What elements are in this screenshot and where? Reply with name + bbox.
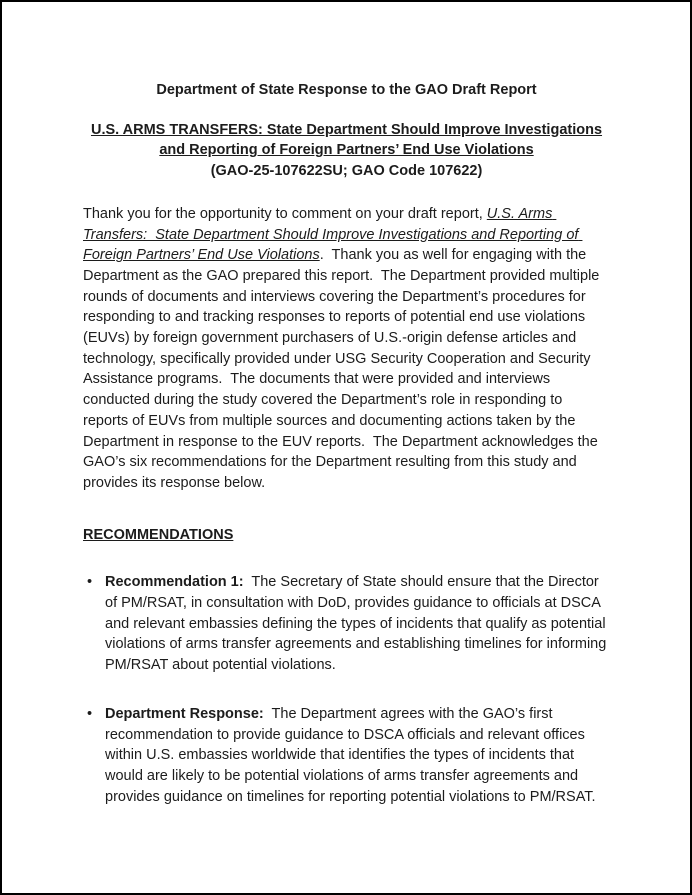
department-response-body xyxy=(105,704,610,808)
report-title-line-1: U.S. ARMS TRANSFERS: State Department Should Improve Investigations xyxy=(90,121,603,138)
department-response-text: The Department agrees with the GAO’s first recommendation to provide guidance to DSCA officials and relevant offices within U.S. embassies worldwide that identifies the types of incidents that would are likely to be potential violations of arms transfer agreements and provides guidance on timelines for reporting potential violations to PM/RSAT. xyxy=(105,705,596,805)
report-title-line xyxy=(83,140,610,161)
report-code: (GAO-25-107622SU; GAO Code 107622) xyxy=(210,163,483,180)
recommendations-list xyxy=(83,572,610,807)
recommendations-heading-text: RECOMMENDATIONS xyxy=(83,526,234,543)
intro-text-before: Thank you for the opportunity to comment on your draft report, xyxy=(83,205,487,222)
department-response-label: Department Response: xyxy=(105,705,264,722)
recommendation-1-text: The Secretary of State should ensure that the Director of PM/RSAT, in consultation with DoD, provides guidance to officials at DSCA and relevant embassies defining the types of incidents that qualify as potential violations of arms transfer agreements and establishing timelines for informing PM/RSAT about potential violations. xyxy=(105,574,611,674)
document-title: Department of State Response to the GAO Draft Report xyxy=(156,82,537,98)
recommendations-heading xyxy=(83,525,610,546)
bullet-icon: • xyxy=(87,574,93,591)
report-title-heading xyxy=(83,120,610,182)
report-title-line-2: and Reporting of Foreign Partners’ End Use Violations xyxy=(159,142,534,159)
list-item-recommendation-1 xyxy=(83,572,610,676)
intro-text-after: . Thank you as well for engaging with the Department as the GAO prepared this report. The Department provided multiple rounds of documents and interviews covering the Department’s procedures for responding to and tracking responses to reports of potential end use violations (EUVs) by foreign government purchasers of U.S.-origin defense articles and technology, specifically provided under USG Security Cooperation and Security Assistance programs. The documents that were provided and interviews conducted during the study covered the Department’s role in responding to reports of EUVs from multiple sources and documenting actions taken by the Department in response to the EUV reports. The Department acknowledges the GAO’s six recommendations for the Department resulting from this study and provides its response below. xyxy=(83,247,604,491)
recommendation-1-label: Recommendation 1: xyxy=(105,574,244,591)
document-content xyxy=(2,2,690,893)
intro-report-title: U.S. Arms Transfers: State Department Should Improve Investigations and Reporting of Foreign Partners’ End Use Violations xyxy=(83,205,583,264)
bullet-icon: • xyxy=(87,705,93,722)
report-title-line xyxy=(83,120,610,141)
recommendation-1-body xyxy=(105,572,610,676)
list-item-department-response xyxy=(83,704,610,808)
intro-paragraph xyxy=(83,204,610,494)
